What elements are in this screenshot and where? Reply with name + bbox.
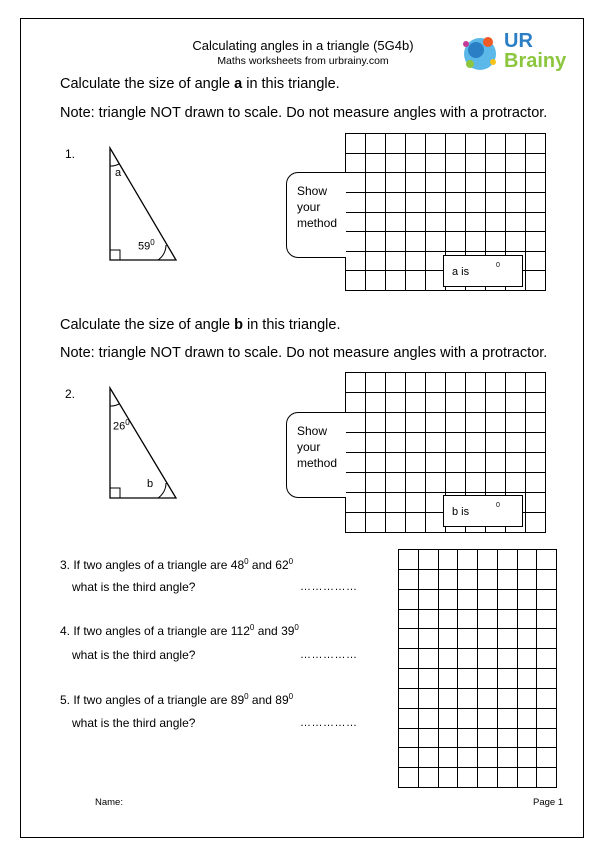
question-4-line1: 4. If two angles of a triangle are $112^0$ and $39^0$	[60, 623, 299, 638]
section2-instruction: Calculate the size of angle b in this triangle.	[60, 317, 341, 333]
logo-text-ur: UR	[504, 30, 533, 52]
question-number-1: 1.	[65, 147, 76, 161]
worksheet-title: Calculating angles in a triangle (5G4b)	[192, 38, 414, 53]
angle-26-label: $26^0$	[113, 418, 130, 433]
section2-note: Note: triangle NOT drawn to scale. Do not measure angles with a protractor.	[60, 345, 548, 361]
answer-dots-3[interactable]: ……………	[300, 581, 358, 593]
section1-instruction: Calculate the size of angle a in this triangle.	[60, 76, 340, 92]
urbrainy-logo	[460, 28, 580, 80]
question-4-line2: what is the third angle?	[72, 648, 196, 662]
question-3-line2: what is the third angle?	[72, 580, 196, 594]
angle-59-label: $59^0$	[138, 238, 155, 253]
show-method-label-2: Show your method	[286, 412, 346, 498]
name-label: Name:	[95, 797, 123, 808]
working-grid-3[interactable]	[398, 549, 557, 788]
triangle-2	[100, 380, 190, 510]
logo-text-brainy: Brainy	[504, 50, 567, 72]
angle-b-label: b	[147, 478, 154, 490]
answer-box-a[interactable]: a is 0	[443, 255, 523, 287]
question-3-line1: 3. If two angles of a triangle are $48^0$ and $62^0$	[60, 557, 294, 572]
answer-dots-4[interactable]: ……………	[300, 649, 358, 661]
section1-note: Note: triangle NOT drawn to scale. Do not measure angles with a protractor.	[60, 105, 548, 121]
question-5-line1: 5. If two angles of a triangle are $89^0$ and $89^0$	[60, 692, 294, 707]
question-5-line2: what is the third angle?	[72, 716, 196, 730]
show-method-label-1: Show your method	[286, 172, 346, 258]
angle-a-label: a	[115, 167, 122, 179]
question-number-2: 2.	[65, 387, 76, 401]
worksheet-subtitle: Maths worksheets from urbrainy.com	[217, 55, 389, 67]
answer-dots-5[interactable]: ……………	[300, 717, 358, 729]
page-number: Page 1	[533, 797, 564, 808]
answer-box-b[interactable]: b is 0	[443, 495, 523, 527]
